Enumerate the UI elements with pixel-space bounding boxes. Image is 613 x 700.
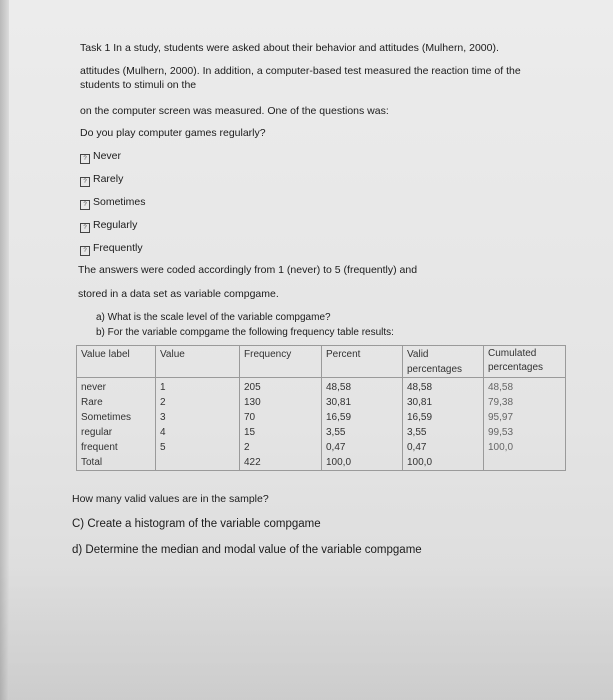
- table-cell: 0,47: [326, 442, 346, 453]
- option-frequently: ? Frequently: [80, 241, 143, 256]
- checkbox-icon: ?: [80, 154, 90, 164]
- label-column: [77, 378, 156, 471]
- table-cell: 100,0: [488, 442, 514, 453]
- table-cell: 16,59: [407, 412, 433, 423]
- table-cell: 0,47: [407, 442, 427, 453]
- checkbox-icon: ?: [80, 177, 90, 187]
- photo-shadow: [0, 560, 613, 700]
- table-cell: 70: [244, 412, 256, 423]
- question-a: a) What is the scale level of the variable compgame?: [96, 312, 331, 323]
- table-cell: 16,59: [326, 412, 352, 423]
- table-cell: Rare: [81, 397, 103, 408]
- table-cell: 130: [244, 397, 261, 408]
- table-cell: frequent: [81, 442, 118, 453]
- table-cell: 3,55: [326, 427, 346, 438]
- table-cell: 100,0: [407, 457, 433, 468]
- value-column: [156, 378, 240, 471]
- table-cell: 30,81: [326, 397, 352, 408]
- table-cell: 2: [244, 442, 250, 453]
- option-regularly: ? Regularly: [80, 218, 137, 233]
- table-cell: never: [81, 382, 107, 393]
- table-cell: 3,55: [407, 427, 427, 438]
- table-cell: Sometimes: [81, 412, 132, 423]
- table-cell: 2: [160, 397, 166, 408]
- table-cell: Total: [81, 457, 103, 468]
- table-cell: 422: [244, 457, 261, 468]
- header-frequency: Frequency: [240, 346, 322, 378]
- table-cell: 48,58: [488, 382, 514, 393]
- header-valid-percentages: Valid percentages: [403, 346, 484, 378]
- table-cell: 48,58: [326, 382, 352, 393]
- table-cell: 48,58: [407, 382, 433, 393]
- checkbox-icon: ?: [80, 223, 90, 233]
- question-d: d) Determine the median and modal value of the variable compgame: [72, 544, 422, 556]
- task-intro-line-2: attitudes (Mulhern, 2000). In addition, a computer-based test measured the reaction time of the students to stimuli on the: [80, 65, 521, 91]
- question-b: b) For the variable compgame the following frequency table results:: [96, 327, 394, 338]
- table-cell: 100,0: [326, 457, 352, 468]
- checkbox-icon: ?: [80, 246, 90, 256]
- valid-percentages-column: [403, 378, 484, 471]
- cumulated-percentages-column: [484, 378, 566, 471]
- table-cell: regular: [81, 427, 113, 438]
- table-cell: 95,97: [488, 412, 514, 423]
- table-cell: 4: [160, 427, 166, 438]
- table-cell: 15: [244, 427, 256, 438]
- table-header-row: [77, 346, 566, 378]
- table-cell: 3: [160, 412, 166, 423]
- header-value-label: Value label: [77, 346, 156, 378]
- task-intro-line-1: Task 1 In a study, students were asked about their behavior and attitudes (Mulhern, 2000).: [80, 42, 499, 54]
- table-cell: 5: [160, 442, 166, 453]
- table-row: [77, 378, 566, 471]
- table-cell: 205: [244, 382, 261, 393]
- task-intro-line-3: on the computer screen was measured. One of the questions was:: [80, 105, 389, 117]
- percent-column: [322, 378, 403, 471]
- header-percent: Percent: [322, 346, 403, 378]
- option-sometimes: ? Sometimes: [80, 195, 146, 210]
- option-never: ? Never: [80, 149, 121, 164]
- table-cell: 79,38: [488, 397, 514, 408]
- option-rarely: ? Rarely: [80, 172, 123, 187]
- table-cell: 30,81: [407, 397, 433, 408]
- table-cell: 99,53: [488, 427, 514, 438]
- coding-line-2: stored in a data set as variable compgame.: [78, 288, 279, 300]
- question-valid-values: How many valid values are in the sample?: [72, 493, 269, 505]
- frequency-column: [240, 378, 322, 471]
- survey-question: Do you play computer games regularly?: [80, 127, 266, 139]
- table-cell: 1: [160, 382, 166, 393]
- question-c: C) Create a histogram of the variable compgame: [72, 518, 321, 530]
- frequency-table: [76, 345, 566, 471]
- checkbox-icon: ?: [80, 200, 90, 210]
- header-cumulated-percentages: Cumulated percentages: [484, 346, 566, 378]
- header-value: Value: [156, 346, 240, 378]
- coding-line-1: The answers were coded accordingly from 1 (never) to 5 (frequently) and: [78, 264, 418, 276]
